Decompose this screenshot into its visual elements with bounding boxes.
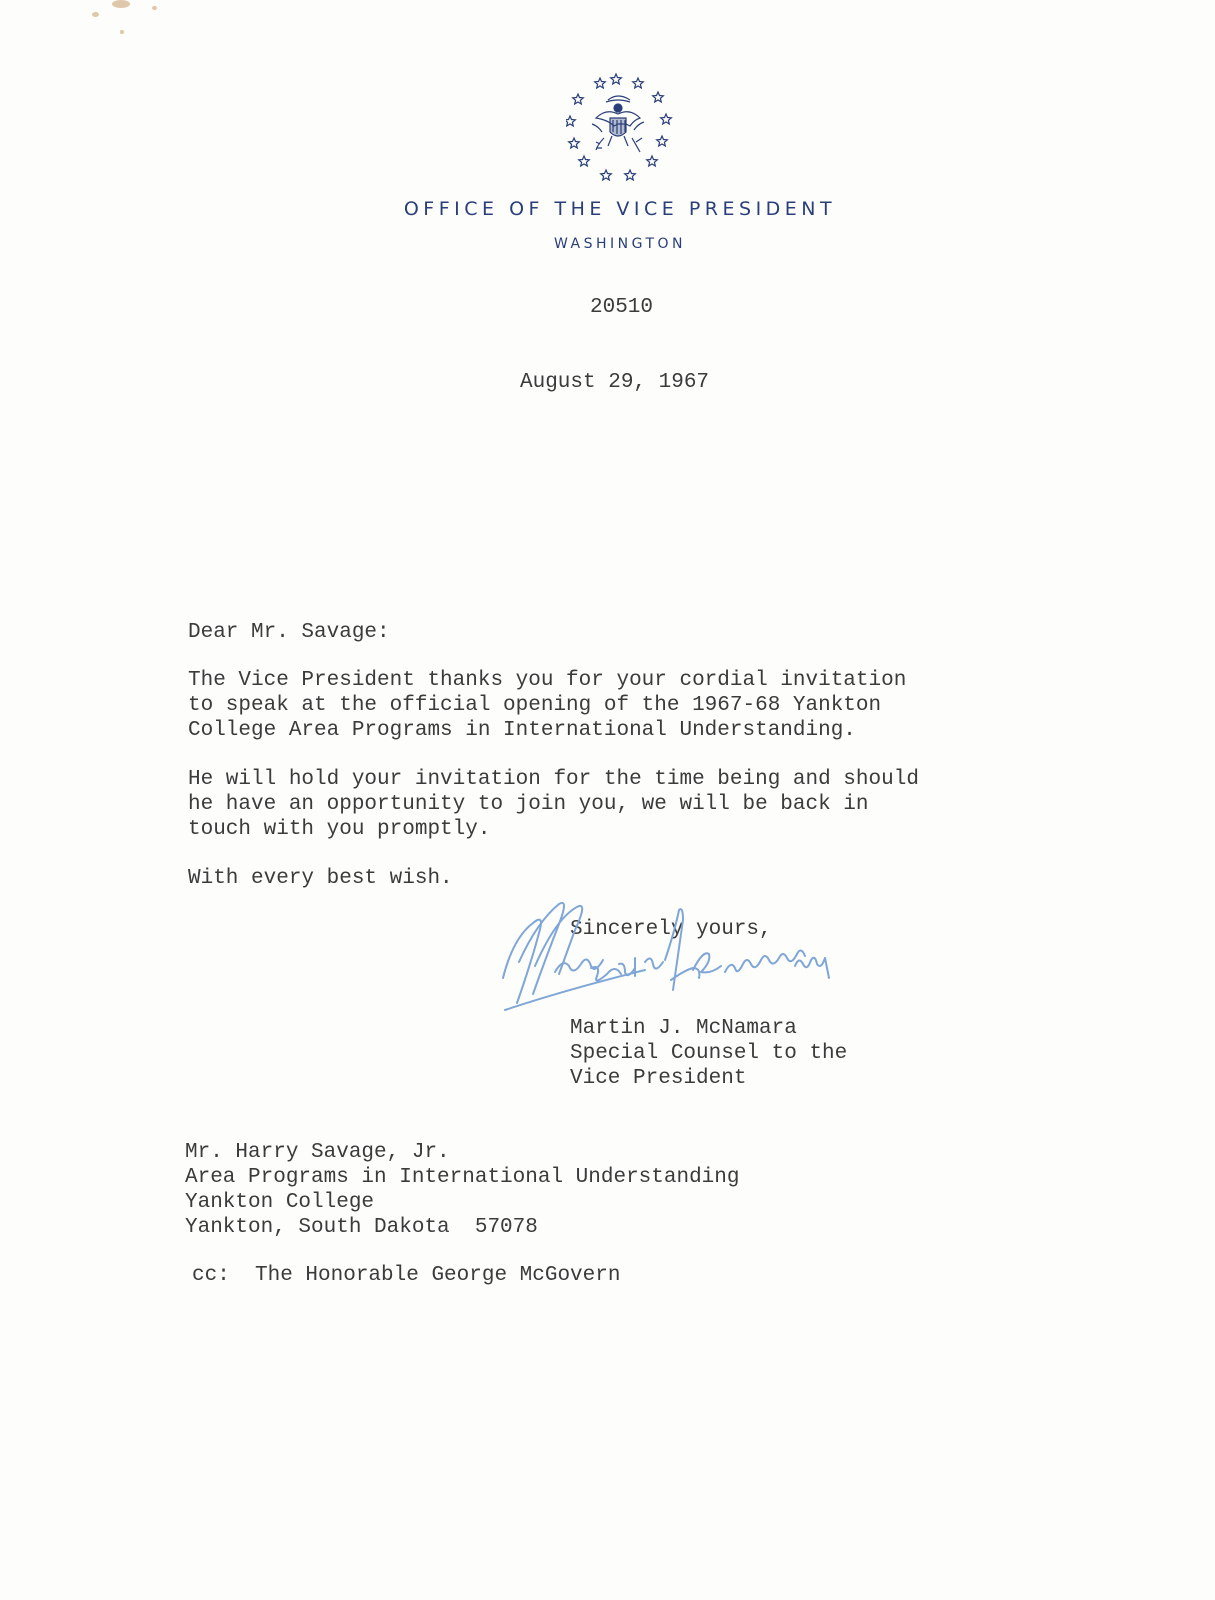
closing-wish: With every best wish. xyxy=(188,867,453,890)
recipient-address xyxy=(185,1140,740,1240)
body-line: he have an opportunity to join you, we will be back in xyxy=(188,793,869,816)
body-line: College Area Programs in International Understanding. xyxy=(188,719,856,742)
signer-name: Martin J. McNamara xyxy=(570,1017,797,1040)
body-paragraph-1 xyxy=(188,668,906,743)
body-paragraph-2 xyxy=(188,767,919,842)
paper-stain xyxy=(92,12,99,17)
signer-title: Vice President xyxy=(570,1067,747,1090)
seal-eagle xyxy=(592,96,644,152)
body-line: He will hold your invitation for the time being and should xyxy=(188,768,919,791)
handwritten-signature xyxy=(495,900,875,1030)
body-line: The Vice President thanks you for your cordial invitation xyxy=(188,669,907,692)
body-line: touch with you promptly. xyxy=(188,818,491,841)
vice-president-seal-icon xyxy=(566,66,680,184)
paper-stain xyxy=(112,0,130,8)
complimentary-close: Sincerely yours, xyxy=(570,918,772,941)
paper-stain xyxy=(152,6,157,10)
letterhead-city: WASHINGTON xyxy=(553,236,687,252)
body-line: to speak at the official opening of the 1967-68 Yankton xyxy=(188,694,882,717)
letterhead-zip: 20510 xyxy=(590,296,654,319)
letterhead-office: OFFICE OF THE VICE PRESIDENT xyxy=(403,198,837,220)
salutation: Dear Mr. Savage: xyxy=(188,621,390,644)
paper-stain xyxy=(120,30,124,34)
recipient-organization: Area Programs in International Understanding xyxy=(185,1166,740,1189)
recipient-city-state-zip: Yankton, South Dakota 57078 xyxy=(185,1216,538,1239)
signer-title: Special Counsel to the xyxy=(570,1042,848,1065)
carbon-copy: cc: The Honorable George McGovern xyxy=(192,1264,621,1287)
signer-block xyxy=(570,1016,847,1091)
recipient-institution: Yankton College xyxy=(185,1191,375,1214)
recipient-name: Mr. Harry Savage, Jr. xyxy=(185,1141,450,1164)
letter-date: August 29, 1967 xyxy=(520,371,710,394)
